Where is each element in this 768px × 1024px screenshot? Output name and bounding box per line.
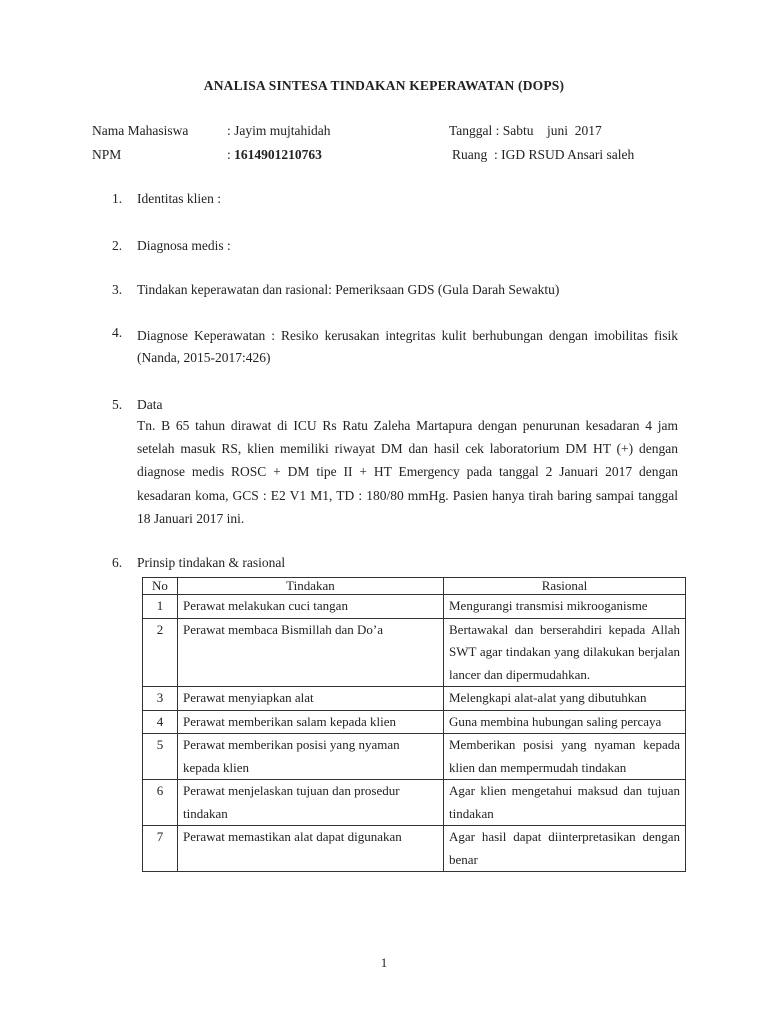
nama-value: : Jayim mujtahidah bbox=[227, 123, 331, 138]
data-paragraph-block bbox=[112, 414, 678, 530]
item-text: Identitas klien : bbox=[137, 191, 221, 206]
npm-label: NPM bbox=[92, 147, 122, 162]
table-header-row bbox=[143, 578, 686, 595]
page-number: 1 bbox=[380, 955, 388, 970]
row-tindakan: Perawat membaca Bismillah dan Do’a bbox=[178, 618, 444, 687]
column-header-rasional: Rasional bbox=[444, 578, 686, 595]
column-header-tindakan: Tindakan bbox=[178, 578, 444, 595]
row-rasional: Melengkapi alat-alat yang dibutuhkan bbox=[444, 687, 686, 711]
table-row bbox=[143, 780, 686, 826]
list-item bbox=[112, 325, 678, 369]
row-no: 1 bbox=[143, 595, 178, 619]
list-item bbox=[112, 397, 678, 413]
item-number: 3. bbox=[112, 282, 123, 297]
item-text: Diagnosa medis : bbox=[137, 238, 231, 253]
nama-label: Nama Mahasiswa bbox=[92, 123, 189, 138]
list-item bbox=[112, 238, 678, 254]
ruang-text: Ruang : IGD RSUD Ansari saleh bbox=[452, 147, 635, 162]
row-tindakan: Perawat menyiapkan alat bbox=[178, 687, 444, 711]
row-rasional: Memberikan posisi yang nyaman kepada klien dan mempermudah tindakan bbox=[444, 734, 686, 780]
list-item bbox=[112, 191, 678, 207]
row-rasional: Agar hasil dapat diinterpretasikan dengan benar bbox=[444, 826, 686, 872]
list-item bbox=[112, 555, 678, 571]
row-no: 5 bbox=[143, 734, 178, 780]
row-rasional: Bertawakal dan berserahdiri kepada Allah SWT agar tindakan yang dilakukan berjalan lancer dan dipermudahkan. bbox=[444, 618, 686, 687]
list-item bbox=[112, 282, 678, 298]
table-row bbox=[143, 826, 686, 872]
column-header-no: No bbox=[143, 578, 178, 595]
tanggal-text: Tanggal : Sabtu juni 2017 bbox=[449, 123, 602, 138]
row-rasional: Agar klien mengetahui maksud dan tujuan tindakan bbox=[444, 780, 686, 826]
row-no: 2 bbox=[143, 618, 178, 687]
row-tindakan: Perawat memberikan salam kepada klien bbox=[178, 710, 444, 734]
row-no: 7 bbox=[143, 826, 178, 872]
table-row bbox=[143, 687, 686, 711]
npm-value: 1614901210763 bbox=[234, 147, 322, 162]
item-text: Data bbox=[137, 397, 163, 412]
npm-value-line bbox=[227, 147, 322, 163]
item-text: Tindakan keperawatan dan rasional: Pemeriksaan GDS (Gula Darah Sewaktu) bbox=[137, 282, 560, 297]
table-row bbox=[143, 595, 686, 619]
item-text: Diagnose Keperawatan : Resiko kerusakan integritas kulit berhubungan dengan imobilitas fisik (Nanda, 2015-2017:426) bbox=[137, 328, 678, 365]
item-number: 1. bbox=[112, 191, 123, 206]
item-text: Prinsip tindakan & rasional bbox=[137, 555, 286, 570]
row-tindakan: Perawat memberikan posisi yang nyaman kepada klien bbox=[178, 734, 444, 780]
item-number: 4. bbox=[112, 325, 123, 340]
row-tindakan: Perawat memastikan alat dapat digunakan bbox=[178, 826, 444, 872]
row-tindakan: Perawat menjelaskan tujuan dan prosedur tindakan bbox=[178, 780, 444, 826]
prinsip-table bbox=[142, 577, 686, 872]
document-title: ANALISA SINTESA TINDAKAN KEPERAWATAN (DOPS) bbox=[203, 78, 565, 93]
table-row bbox=[143, 618, 686, 687]
row-tindakan: Perawat melakukan cuci tangan bbox=[178, 595, 444, 619]
table-row bbox=[143, 710, 686, 734]
row-rasional: Guna membina hubungan saling percaya bbox=[444, 710, 686, 734]
row-rasional: Mengurangi transmisi mikrooganisme bbox=[444, 595, 686, 619]
row-no: 6 bbox=[143, 780, 178, 826]
data-paragraph: Tn. B 65 tahun dirawat di ICU Rs Ratu Zaleha Martapura dengan penurunan kesadaran 4 jam setelah masuk RS, klien memiliki riwayat DM dan hasil cek laboratorium DM HT (+) dengan diagnose medis ROSC + DM tipe II + HT Emergency pada tanggal 2 Januari 2017 dengan kesadaran koma, GCS : E2 V1 M1, TD : 180/80 mmHg. Pasien hanya tirah baring sampai tanggal 18 Januari 2017 ini. bbox=[137, 418, 678, 526]
row-no: 3 bbox=[143, 687, 178, 711]
table-row bbox=[143, 734, 686, 780]
npm-colon: : bbox=[227, 147, 231, 162]
item-number: 5. bbox=[112, 397, 123, 412]
item-number: 2. bbox=[112, 238, 123, 253]
row-no: 4 bbox=[143, 710, 178, 734]
item-number: 6. bbox=[112, 555, 123, 570]
